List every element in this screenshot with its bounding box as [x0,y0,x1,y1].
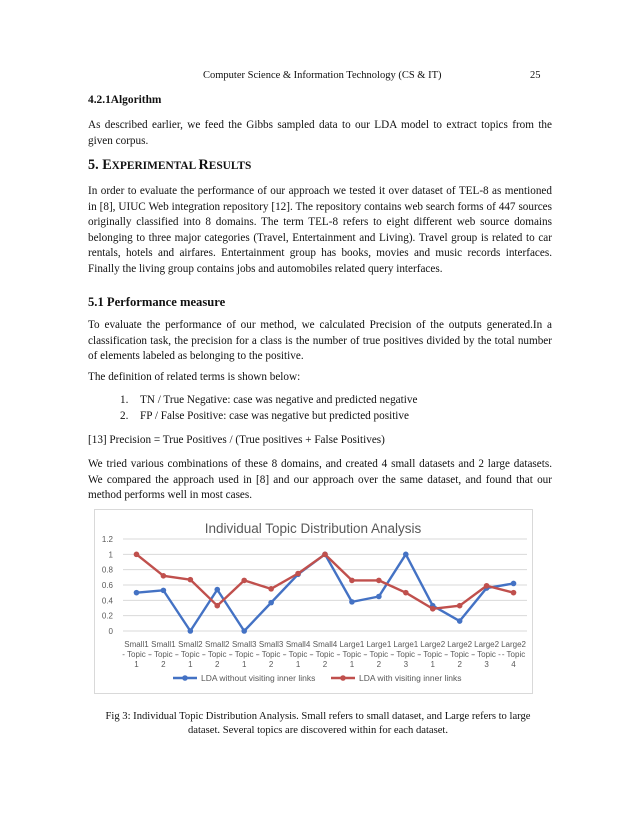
definition-intro: The definition of related terms is shown below: [88,371,301,383]
x-tick-label: 2 [457,660,462,669]
x-tick-label: Small1 [124,640,149,649]
x-tick-label: - Topic - [176,650,205,659]
x-tick-label: Small3 [258,640,284,649]
x-tick-label: Small3 [231,640,257,649]
x-tick-label: 1 [349,660,355,669]
x-tick-label: - Topic - [364,650,394,659]
x-tick-label: 3 [403,660,409,669]
series-1-point [511,581,517,587]
y-tick-label: 0.6 [101,581,113,590]
topic-distribution-chart [95,510,532,693]
legend-marker [340,675,346,681]
y-tick-label: 0.2 [101,611,113,621]
chart-frame [94,509,533,694]
legend-marker [182,675,188,681]
x-tick-label: - Topic - [283,650,313,659]
precision-formula: [13] Precision = True Positives / (True positives + False Positives) [88,434,385,446]
list-number: 1. [120,394,129,406]
x-tick-label: - Topic [501,650,526,659]
definition-list [120,392,417,424]
series-1-point [268,600,274,606]
series-2-point [161,573,167,579]
list-text: FP / False Positive: case was negative but predicted positive [140,410,409,422]
list-item [120,408,417,424]
heading-rest-experimental: XPERIMENTAL [111,160,199,172]
x-tick-label: 4 [511,660,516,669]
x-tick-label: - Topic - [122,650,151,659]
x-tick-label: Large2 [501,640,526,649]
x-tick-label: Small2 [178,640,203,649]
list-number: 2. [120,410,129,422]
series-1-point [376,594,382,600]
x-tick-label: Small2 [205,640,230,649]
x-tick-label: Large1 [393,640,419,649]
series-1-point [241,628,247,634]
series-1-point [403,552,409,558]
x-tick-label: - Topic - [310,650,340,659]
list-item [120,392,417,408]
page-number: 25 [530,70,541,81]
x-tick-label: 2 [322,660,328,669]
x-tick-label: 2 [161,660,166,669]
x-tick-label: 1 [134,660,139,669]
series-line-1 [136,554,513,631]
x-tick-label: Large2 [420,640,446,649]
experimental-results-paragraph: In order to evaluate the performance of our approach we tested it over dataset of TEL-8 as mentioned in [8], UIUC Web integration repository [12]. The repository contains web search forms of 447 sources originally classified into 8 domains. The term TEL-8 refers to eight different web source domains belonging to three major categories (Travel, Entertainment and Living). Travel group is related to car rentals, hotels and airfares. Entertainment group has books, movies and music records interfaces. Finally the living group contains jobs and automobiles related query interfaces. [88,185,552,275]
y-tick-label: 1 [108,550,113,560]
x-tick-label: - Topic - [337,650,367,659]
y-tick-label: 0 [108,627,113,636]
series-1-point [349,599,355,605]
x-tick-label: 2 [268,660,274,669]
x-tick-label: Large1 [339,640,365,649]
x-tick-label: 1 [241,660,247,669]
closing-paragraph: We tried various combinations of these 8 domains, and created 4 small datasets and 2 large datasets. We compared the approach used in [8] and our approach over the same dataset, and found that our method performs well in most cases. [88,458,552,502]
figure-caption: Fig 3: Individual Topic Distribution Analysis. Small refers to small dataset, and Large refers to large dataset. Several topics are discovered within for each dataset. [105,711,531,736]
x-tick-label: - Topic - [203,650,232,659]
x-tick-label: - Topic - [418,650,447,659]
journal-title: Computer Science & Information Technology (CS & IT) [203,70,442,81]
series-2-point [295,571,301,577]
x-tick-label: 1 [295,660,301,669]
performance-paragraph: To evaluate the performance of our method, we calculated Precision of the outputs generated.In a classification task, the precision for a class is the number of true positives divided by the total number of elements labeled as belonging to the positive. [88,319,552,363]
series-1-point [214,587,220,593]
legend-label: LDA with visiting inner links [359,673,462,683]
series-2-point [214,603,220,609]
x-tick-label: - Topic - [230,650,259,659]
series-1-point [161,588,167,594]
series-2-point [349,578,355,584]
section-number: 5. [88,157,99,173]
x-tick-label: - Topic - [445,650,474,659]
x-tick-label: - Topic - [391,650,420,659]
series-1-point [134,590,140,596]
x-tick-label: - Topic - [472,650,501,659]
section-heading-experimental-results [88,157,251,174]
subsection-heading-performance: 5.1 Performance measure [88,295,226,309]
algorithm-paragraph: As described earlier, we feed the Gibbs sampled data to our LDA model to extract topics from the given corpus. [88,119,552,147]
legend-label: LDA without visiting inner links [201,673,316,683]
x-tick-label: Small4 [285,640,311,649]
x-tick-label: Large1 [366,640,392,649]
heading-letter-e: E [102,157,112,173]
subsection-heading-algorithm: 4.2.1Algorithm [88,94,162,106]
list-text: TN / True Negative: case was negative and predicted negative [140,394,418,406]
heading-letter-r: R [198,157,209,173]
x-tick-label: Large2 [474,640,500,649]
series-1-point [188,628,194,634]
y-tick-label: 0.8 [101,565,113,575]
x-tick-label: 2 [215,660,220,669]
x-tick-label: - Topic - [149,650,178,659]
series-2-point [403,590,409,596]
series-2-point [430,606,436,612]
series-2-point [376,578,382,584]
x-tick-label: - Topic - [256,650,286,659]
series-2-point [188,577,194,583]
y-tick-label: 0.4 [101,596,113,606]
x-tick-label: 3 [484,660,489,669]
x-tick-label: Large2 [447,640,473,649]
heading-rest-results: ESULTS [208,160,252,172]
series-1-point [457,618,463,624]
x-tick-label: 1 [188,660,193,669]
series-2-point [241,578,247,584]
chart-title: Individual Topic Distribution Analysis [204,521,422,536]
series-2-point [484,583,490,589]
x-tick-label: 2 [376,660,382,669]
series-2-point [322,552,328,558]
series-2-point [268,586,274,592]
series-2-point [457,603,463,609]
x-tick-label: Small4 [312,640,338,649]
y-tick-label: 1.2 [101,535,113,544]
series-2-point [511,590,517,596]
x-tick-label: 1 [430,660,435,669]
series-2-point [134,552,140,558]
x-tick-label: Small1 [151,640,176,649]
